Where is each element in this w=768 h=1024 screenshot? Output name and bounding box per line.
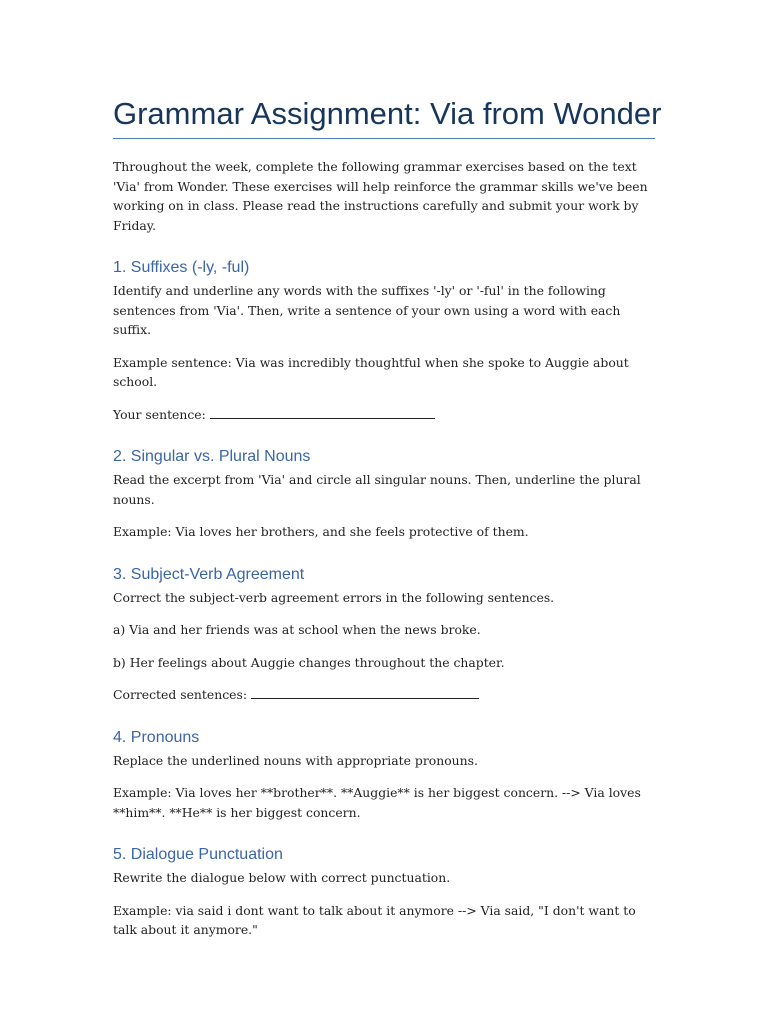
section-heading: 4. Pronouns xyxy=(113,728,200,746)
section-instruction: Identify and underline any words with the suffixes '-ly' or '-ful' in the following sentences from 'Via'. Then, write a sentence of your own using a word with each suffix. xyxy=(113,283,621,337)
intro-paragraph: Throughout the week, complete the following grammar exercises based on the text 'Via' from Wonder. These exercises will help reinforce the grammar skills we've been working on in class. Please read the instructions carefully and submit your work by Friday. xyxy=(113,159,648,233)
section-instruction: Rewrite the dialogue below with correct punctuation. xyxy=(113,870,451,885)
answer-blank xyxy=(210,405,435,419)
section-heading: 3. Subject-Verb Agreement xyxy=(113,565,305,583)
section-heading: 1. Suffixes (-ly, -ful) xyxy=(113,259,250,276)
answer-label: Your sentence: xyxy=(113,406,210,422)
section-instruction: Replace the underlined nouns with appropriate pronouns. xyxy=(113,752,478,768)
section-example: Example: Via loves her brothers, and she feels protective of them. xyxy=(113,524,529,539)
section-example: Example: via said i dont want to talk about it anymore --> Via said, "I don't want to talk about it anymore." xyxy=(113,902,636,937)
section-subject-verb xyxy=(113,564,655,705)
answer-blank xyxy=(251,685,479,699)
section-example: Example: Via loves her **brother**. **Auggie** is her biggest concern. --> Via loves **him**. **He** is her biggest concern. xyxy=(113,785,641,820)
section-heading: 2. Singular vs. Plural Nouns xyxy=(113,448,311,465)
section-nouns xyxy=(113,446,655,542)
section-dialogue xyxy=(113,844,655,940)
section-example: Example sentence: Via was incredibly thoughtful when she spoke to Auggie about school. xyxy=(113,354,629,389)
section-pronouns xyxy=(113,727,655,823)
section-instruction: Read the excerpt from 'Via' and circle all singular nouns. Then, underline the plural nouns. xyxy=(113,472,641,507)
section-suffixes xyxy=(113,257,655,424)
document-page xyxy=(113,94,662,940)
document-title: Grammar Assignment: Via from Wonder xyxy=(113,94,655,139)
section-instruction: Correct the subject-verb agreement errors in the following sentences. xyxy=(113,589,555,605)
answer-line xyxy=(113,405,655,425)
answer-line xyxy=(113,685,655,705)
section-heading: 5. Dialogue Punctuation xyxy=(113,846,283,863)
answer-label: Corrected sentences: xyxy=(113,687,251,702)
exercise-item-a: a) Via and her friends was at school when the news broke. xyxy=(113,622,481,637)
exercise-item-b: b) Her feelings about Auggie changes throughout the chapter. xyxy=(113,654,505,670)
